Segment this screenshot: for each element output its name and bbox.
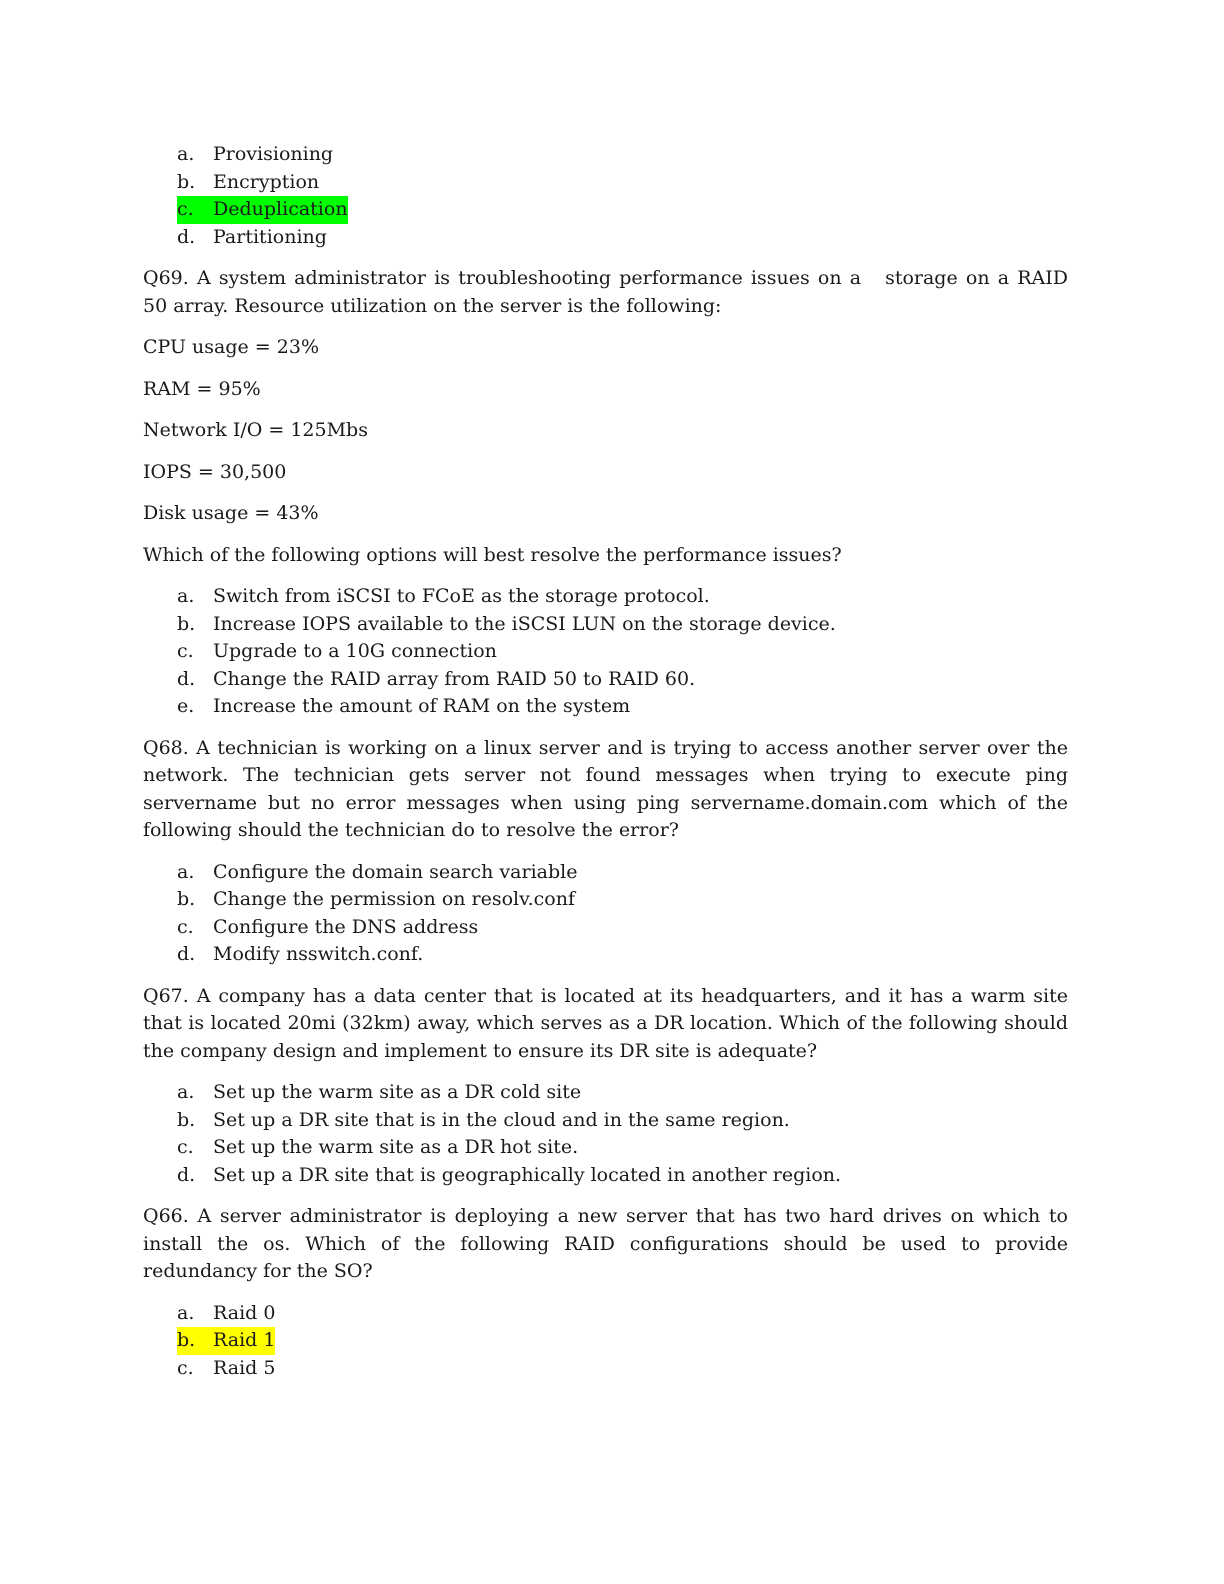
item-text: Upgrade to a 10G connection [213, 640, 497, 662]
item-text: Raid 5 [213, 1356, 276, 1379]
question-q67: Q67. A company has a data center that is located at its headquarters, and it has a warm site that is located 20mi (32km) away, which serves as a DR location. Which of the following should the company design and implement to ensure its DR site is adequate? [143, 984, 1068, 1062]
q69-text-part1: Q69. A system administrator is troubleshooting performance issues on a [143, 267, 862, 289]
q67-options-list [143, 1079, 1068, 1189]
item-marker: c. [177, 198, 194, 220]
item-marker: d. [177, 667, 196, 690]
list-item [143, 859, 1068, 887]
question-q68: Q68. A technician is working on a linux server and is trying to access another server over the network. The technician gets server not found messages when trying to execute ping servername but no error messages when using ping servername.domain.com which of the following should the technician do to resolve the error? [143, 736, 1068, 841]
item-text: Raid 0 [213, 1301, 276, 1324]
q69-options-list [143, 583, 1068, 721]
q66-options-list [143, 1300, 1068, 1383]
item-text: Increase IOPS available to the iSCSI LUN on the storage device. [213, 612, 836, 635]
item-marker: b. [177, 170, 196, 193]
list-item [143, 1355, 1068, 1383]
list-item [143, 169, 1068, 197]
item-text: Set up a DR site that is geographically located in another region. [213, 1163, 842, 1186]
item-marker: a. [177, 143, 195, 165]
item-marker: d. [177, 225, 196, 248]
list-item [143, 666, 1068, 694]
item-marker: b. [177, 612, 196, 635]
list-item [143, 141, 1068, 169]
item-text: Configure the DNS address [213, 915, 479, 938]
item-text: Raid 1 [213, 1329, 276, 1351]
q69-text-part2: storage on a RAID 50 array. Resource utilization on the server is the following: [143, 267, 1068, 317]
list-item [143, 1300, 1068, 1328]
item-text: Partitioning [213, 225, 327, 248]
item-marker: d. [177, 943, 196, 965]
list-item [143, 941, 1068, 969]
item-marker: e. [177, 695, 195, 717]
list-item [143, 1107, 1068, 1135]
list-item-highlighted [143, 1327, 1068, 1355]
list-item [143, 886, 1068, 914]
list-item [143, 611, 1068, 639]
item-marker: a. [177, 1301, 195, 1324]
item-text: Modify nsswitch.conf. [213, 943, 424, 965]
item-text: Set up the warm site as a DR hot site. [213, 1136, 579, 1158]
item-marker: d. [177, 1163, 196, 1186]
item-marker: c. [177, 1356, 194, 1379]
item-marker: a. [177, 860, 195, 883]
list-item [143, 638, 1068, 666]
item-text: Change the permission on resolv.conf [213, 888, 575, 910]
yellow-highlight [177, 1327, 275, 1355]
item-marker: c. [177, 640, 194, 662]
q69-question: Which of the following options will best resolve the performance issues? [143, 543, 842, 566]
item-text: Increase the amount of RAM on the system [213, 695, 631, 717]
question-q69 [143, 265, 1068, 320]
metric-iops: IOPS = 30,500 [143, 460, 287, 483]
list-item [143, 1134, 1068, 1162]
item-text: Deduplication [213, 198, 348, 220]
list-item [143, 914, 1068, 942]
item-marker: b. [177, 1108, 196, 1131]
list-item [143, 1162, 1068, 1190]
list-item [143, 583, 1068, 611]
green-highlight [177, 196, 348, 224]
list-item-highlighted [143, 196, 1068, 224]
item-marker: b. [177, 1329, 196, 1351]
metric-cpu: CPU usage = 23% [143, 336, 319, 358]
item-marker: c. [177, 915, 194, 938]
item-marker: c. [177, 1136, 194, 1158]
top-options-list [143, 141, 1068, 251]
metric-network: Network I/O = 125Mbs [143, 419, 368, 441]
item-marker: a. [177, 585, 195, 607]
item-text: Provisioning [213, 143, 334, 165]
item-text: Set up the warm site as a DR cold site [213, 1081, 582, 1103]
list-item [143, 224, 1068, 252]
list-item [143, 1079, 1068, 1107]
item-text: Configure the domain search variable [213, 860, 578, 883]
item-marker: b. [177, 888, 196, 910]
item-marker: a. [177, 1081, 195, 1103]
item-text: Set up a DR site that is in the cloud and in the same region. [213, 1108, 790, 1131]
list-item [143, 693, 1068, 721]
metric-ram: RAM = 95% [143, 377, 261, 400]
document-page [143, 141, 1068, 1396]
item-text: Change the RAID array from RAID 50 to RAID 60. [213, 667, 696, 690]
q68-options-list [143, 859, 1068, 969]
item-text: Encryption [213, 170, 320, 193]
metric-disk: Disk usage = 43% [143, 502, 319, 524]
question-q66: Q66. A server administrator is deploying a new server that has two hard drives on which to install the os. Which of the following RAID configurations should be used to provide redundancy for the SO? [143, 1205, 1068, 1282]
item-text: Switch from iSCSI to FCoE as the storage protocol. [213, 585, 710, 607]
